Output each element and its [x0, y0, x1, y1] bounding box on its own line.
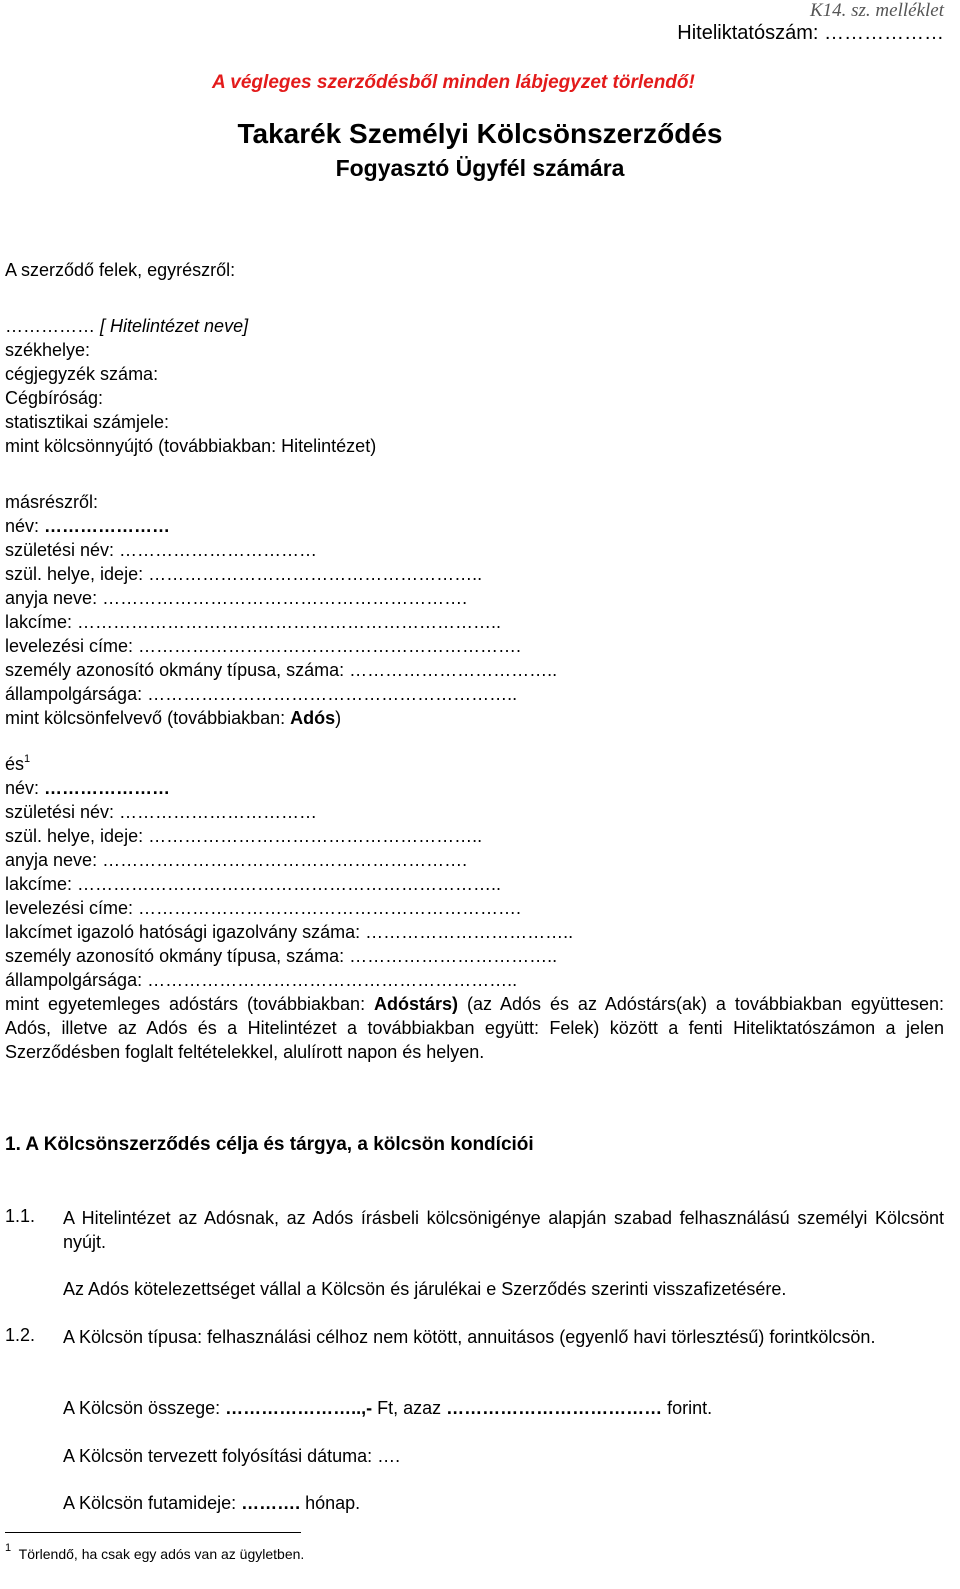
footnote: $^1$ Törlendő, ha csak egy adós van az ügyletben. [5, 1542, 305, 1562]
para-1-1-text: A Hitelintézet az Adósnak, az Adós írásbeli kölcsönigénye alapján szabad felhasználású személyi Kölcsönt nyújt. [63, 1208, 944, 1252]
coborrower-and: $és^1$ [5, 753, 31, 774]
coborrower-mailing: levelezési címe: ………………………………………………………. [5, 898, 522, 918]
lender-stat-number: statisztikai számjele: [5, 412, 170, 432]
lender-role: mint kölcsönnyújtó (továbbiakban: Hitelintézet) [5, 436, 377, 456]
lender-registry: cégjegyzék száma: [5, 364, 159, 384]
para-1-2-number: 1.2. [5, 1325, 36, 1345]
footnote-separator [5, 1532, 301, 1533]
loan-amount: A Kölcsön összege: …………………..,- Ft, azaz ……………………………… forint. [63, 1398, 713, 1418]
document-subtitle: Fogyasztó Ügyfél számára [335, 155, 625, 181]
lender-court: Cégbíróság: [5, 388, 104, 408]
footnote-warning: A végleges szerződésből minden lábjegyzet törlendő! [212, 72, 695, 93]
para-1-1-number: 1.1. [5, 1206, 36, 1226]
coborrower-citizenship: állampolgársága: …………………………………………………….. [5, 970, 518, 990]
borrower-birth-name: születési név: …………………………… [5, 540, 318, 560]
coborrower-address-doc: lakcímet igazoló hatósági igazolvány száma: …………………………….. [5, 922, 574, 942]
lender-name: …………… [ Hitelintézet neve] [5, 316, 249, 336]
annex-label: K14. sz. melléklet [809, 0, 944, 21]
borrower-role: mint kölcsönfelvevő (továbbiakban: Adós) [5, 708, 342, 728]
coborrower-role: mint egyetemleges adóstárs (továbbiakban: Adóstárs) (az Adós és az Adóstárs(ak) a továbbiakban együttesen: Adós, illetve az Adós és a Hitelintézet a továbbiakban együtt: Felek) között a fenti Hiteliktatószámon a jelen Szerződésben foglalt feltételekkel, alulírott napon és helyen. [5, 994, 944, 1062]
loan-id-label: Hiteliktatószám: ……………… [677, 22, 944, 44]
coborrower-address: lakcíme: …………………………………………………………….. [5, 874, 502, 894]
loan-term: A Kölcsön futamideje: ………. hónap. [63, 1493, 361, 1513]
footnote-ref: 1 [24, 753, 31, 765]
para-1-2-text: A Kölcsön típusa: felhasználási célhoz nem kötött, annuitásos (egyenlő havi törlesztésű) forintkölcsön. [63, 1327, 876, 1347]
lender-seat: székhelye: [5, 340, 91, 360]
lender-block [5, 314, 944, 458]
borrower-mailing: levelezési címe: ………………………………………………………. [5, 636, 522, 656]
disbursement-date: A Kölcsön tervezett folyósítási dátuma: …. [63, 1446, 401, 1466]
borrower-id-doc: személy azonosító okmány típusa, száma: …………………………….. [5, 660, 558, 680]
coborrower-name: név: ………………… [5, 778, 171, 798]
borrower-address: lakcíme: …………………………………………………………….. [5, 612, 502, 632]
coborrower-birth-place: szül. helye, ideje: ……………………………………………….. [5, 826, 483, 846]
borrower-block [5, 490, 944, 730]
coborrower-block [5, 752, 944, 1064]
borrower-intro: másrészről: [5, 492, 99, 512]
parties-intro: A szerződő felek, egyrészről: [5, 260, 236, 280]
section-1-title: 1. A Kölcsönszerződés célja és tárgya, a kölcsön kondíciói [5, 1134, 534, 1155]
coborrower-id-doc: személy azonosító okmány típusa, száma: …………………………….. [5, 946, 558, 966]
coborrower-birth-name: születési név: …………………………… [5, 802, 318, 822]
coborrower-mother: anyja neve: ……………………………………………………. [5, 850, 468, 870]
borrower-mother: anyja neve: ……………………………………………………. [5, 588, 468, 608]
para-1-1-text-2: Az Adós kötelezettséget vállal a Kölcsön és járulékai e Szerződés szerinti visszafizetésére. [63, 1279, 787, 1299]
borrower-birth-place: szül. helye, ideje: ……………………………………………….. [5, 564, 483, 584]
document-title: Takarék Személyi Kölcsönszerződés [237, 118, 723, 149]
borrower-name: név: ………………… [5, 516, 171, 536]
borrower-citizenship: állampolgársága: …………………………………………………….. [5, 684, 518, 704]
